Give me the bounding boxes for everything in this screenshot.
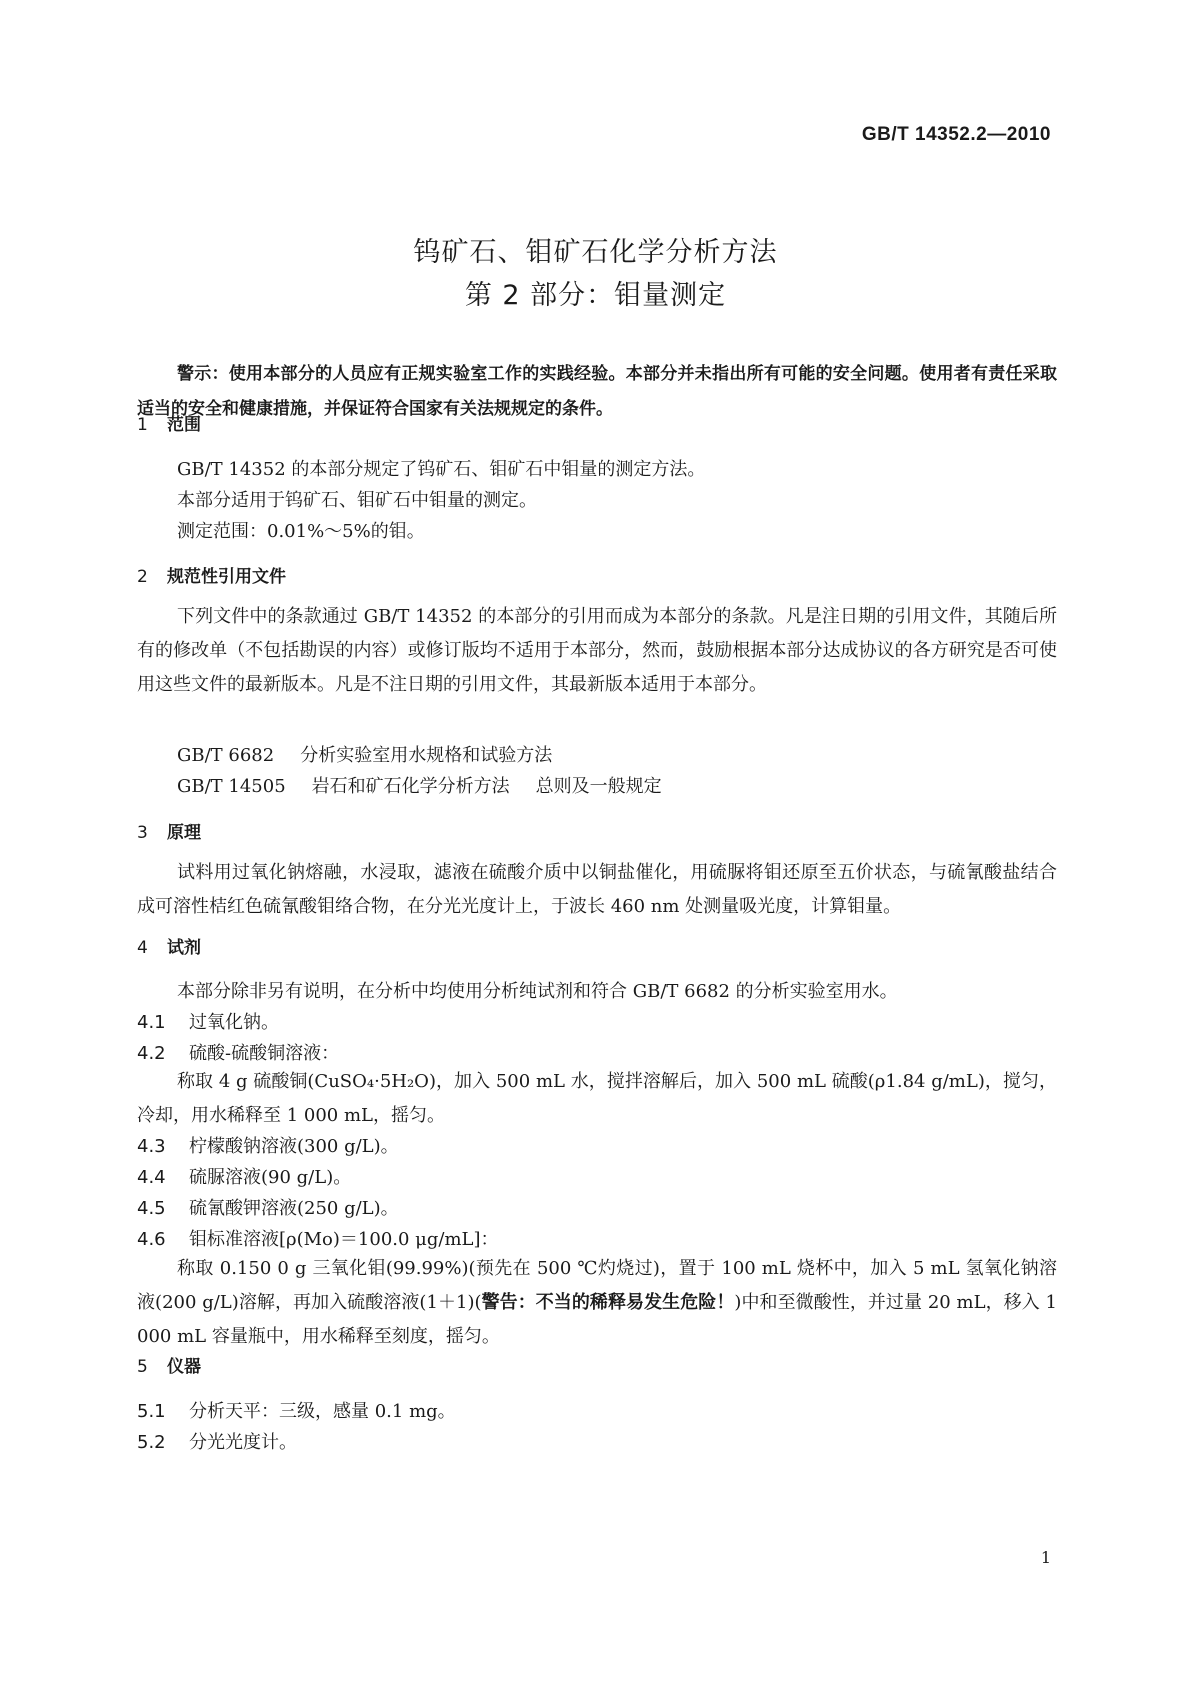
- section-heading-references: [137, 562, 286, 587]
- scope-line-1: GB/T 14352 的本部分规定了钨矿石、钼矿石中钼量的测定方法。: [177, 459, 706, 480]
- reagent-item: 4.6 钼标准溶液[ρ(Mo)＝100.0 μg/mL]：: [137, 1229, 499, 1250]
- reagent-item: 4.4 硫脲溶液(90 g/L)。: [137, 1167, 352, 1188]
- document-title-line1: 钨矿石、钼矿石化学分析方法: [413, 237, 778, 268]
- section-heading-reagents: [137, 933, 201, 958]
- apparatus-item: 5.1 分析天平：三级，感量 0.1 mg。: [137, 1401, 456, 1422]
- section-heading-apparatus: [137, 1352, 201, 1377]
- principle-paragraph: 试料用过氧化钠熔融，水浸取，滤液在硫酸介质中以铜盐催化，用硫脲将钼还原至五价状态，与硫氰酸盐结合成可溶性桔红色硫氰酸钼络合物，在分光光度计上，于波长 460 nm 处测量吸光度，计算钼量。: [137, 862, 1057, 917]
- reagents-intro: 本部分除非另有说明，在分析中均使用分析纯试剂和符合 GB/T 6682 的分析实验室用水。: [177, 981, 898, 1002]
- apparatus-item: 5.2 分光光度计。: [137, 1432, 297, 1453]
- references-paragraph: 下列文件中的条款通过 GB/T 14352 的本部分的引用而成为本部分的条款。凡是注日期的引用文件，其随后所有的修改单（不包括勘误的内容）或修订版均不适用于本部分，然而，鼓励根据本部分达成协议的各方研究是否可使用这些文件的最新版本。凡是不注日期的引用文件，其最新版本适用于本部分。: [137, 606, 1057, 695]
- section-number: 4: [137, 938, 148, 958]
- section-number: 3: [137, 823, 148, 843]
- reference-item-2: [177, 772, 662, 798]
- reagent-item: 4.5 硫氰酸钾溶液(250 g/L)。: [137, 1198, 399, 1219]
- section-title: 规范性引用文件: [167, 567, 286, 587]
- safety-warning: 警示：使用本部分的人员应有正规实验室工作的实践经验。本部分并未指出所有可能的安全问题。使用者有责任采取适当的安全和健康措施，并保证符合国家有关法规规定的条件。: [137, 364, 1057, 419]
- section-number: 1: [137, 415, 148, 435]
- reagent-item: 4.3 柠檬酸钠溶液(300 g/L)。: [137, 1136, 399, 1157]
- section-number: 5: [137, 1357, 148, 1377]
- reference-item-1: [177, 741, 552, 767]
- reference-title: 岩石和矿石化学分析方法: [311, 776, 510, 797]
- section-title: 范围: [167, 415, 201, 435]
- section-title: 原理: [167, 823, 201, 843]
- reference-code: GB/T 6682: [177, 745, 275, 766]
- scope-line-3: 测定范围：0.01%～5%的钼。: [177, 521, 425, 542]
- reagent-item: 4.2 硫酸-硫酸铜溶液：: [137, 1043, 340, 1064]
- section-title: 仪器: [167, 1357, 201, 1377]
- reference-subtitle: 总则及一般规定: [535, 776, 662, 797]
- reagent-item-2-description: 称取 4 g 硫酸铜(CuSO₄·5H₂O)，加入 500 mL 水，搅拌溶解后，加入 500 mL 硫酸(ρ1.84 g/mL)，搅匀，冷却，用水稀释至 1 000 mL，摇匀。: [137, 1071, 1057, 1126]
- section-title: 试剂: [167, 938, 201, 958]
- page-number: 1: [1040, 1548, 1051, 1567]
- reagent-item: 4.1 过氧化钠。: [137, 1012, 279, 1033]
- reagent-item-6-description: 称取 0.150 0 g 三氧化钼(99.99%)(预先在 500 ℃灼烧过)，置于 100 mL 烧杯中，加入 5 mL 氢氧化钠溶液(200 g/L)溶解，再加入硫酸溶液(1＋1)(警告：不当的稀释易发生危险！)中和至微酸性，并过量 20 mL，移入 1 000 mL 容量瓶中，用水稀释至刻度，摇匀。: [137, 1258, 1057, 1347]
- section-number: 2: [137, 567, 148, 587]
- reference-code: GB/T 14505: [177, 776, 286, 797]
- document-title-line2: 第 2 部分：钼量测定: [464, 280, 727, 311]
- scope-line-2: 本部分适用于钨矿石、钼矿石中钼量的测定。: [177, 490, 537, 511]
- reference-title: 分析实验室用水规格和试验方法: [300, 745, 553, 766]
- standard-code: GB/T 14352.2—2010: [861, 124, 1051, 145]
- section-heading-scope: [137, 410, 201, 435]
- dilution-warning: 警告：不当的稀释易发生危险！: [481, 1292, 735, 1313]
- section-heading-principle: [137, 818, 201, 843]
